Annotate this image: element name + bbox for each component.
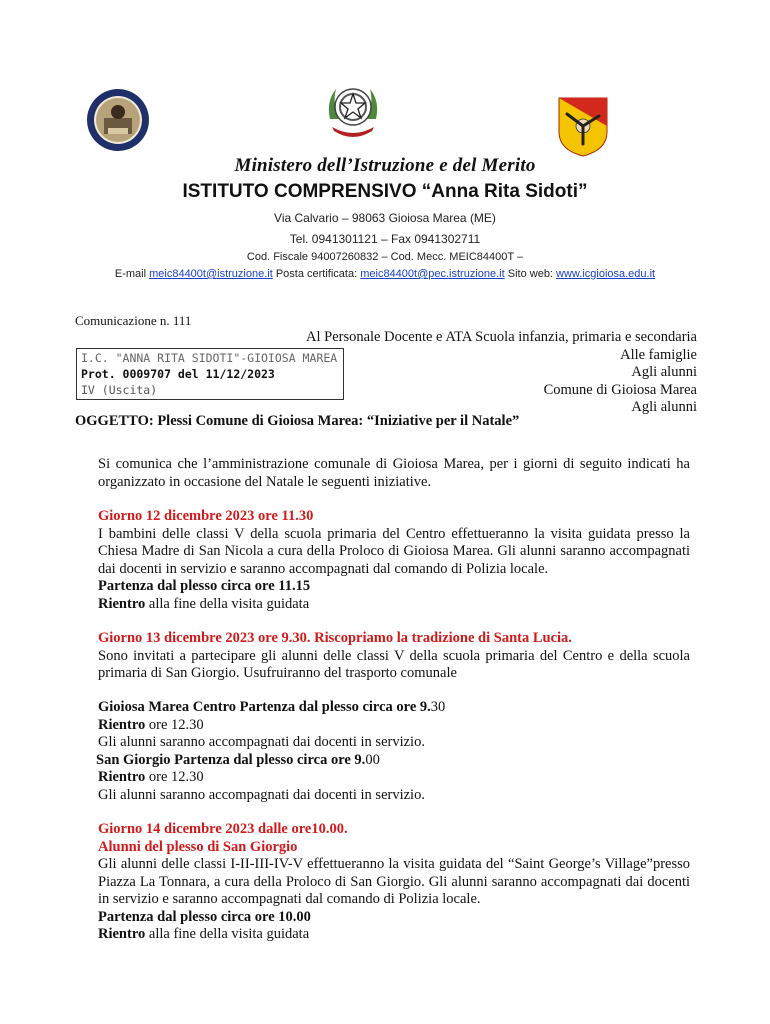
recipient: Alle famiglie [620, 346, 697, 363]
school-address: Via Calvario – 98063 Gioiosa Marea (ME) [274, 211, 496, 225]
sangiorgio-return-text: ore 12.30 [145, 769, 204, 785]
stamp-protocol: Prot. 0009707 del 11/12/2023 [81, 367, 275, 381]
school-codes: Cod. Fiscale 94007260832 – Cod. Mecc. MEIC84400T – [246, 251, 524, 263]
school-name: ISTITUTO COMPRENSIVO “Anna Rita Sidoti” [182, 181, 588, 202]
pec-link[interactable]: meic84400t@pec.istruzione.it [360, 268, 505, 280]
stamp-direction: IV (Uscita) [81, 383, 158, 397]
website-link[interactable]: www.icgioiosa.edu.it [556, 268, 656, 280]
day1-departure: Partenza dal plesso circa ore 11.15 [98, 578, 311, 594]
sicily-region-emblem [557, 96, 609, 158]
centro-departure: Gioiosa Marea Centro Partenza dal plesso circa ore 9. [98, 699, 431, 715]
school-contacts [0, 268, 770, 280]
centro-return-text: ore 12.30 [145, 716, 204, 733]
day2-schedule [98, 699, 690, 804]
intro-paragraph: Si comunica che l’amministrazione comunale di Gioiosa Marea, per i giorni di seguito indicati ha organizzato in occasione del Natale le seguenti iniziative. [98, 456, 690, 490]
recipient: Agli alunni [631, 399, 697, 415]
day2-section [98, 630, 690, 683]
email-label: E-mail [114, 268, 150, 280]
day1-return-label: Rientro [98, 595, 146, 612]
day3-departure: Partenza dal plesso circa ore 10.00 [98, 908, 311, 925]
recipient: Comune di Gioiosa Marea [543, 381, 697, 398]
school-phone: Tel. 0941301121 – Fax 0941302711 [289, 232, 481, 246]
day1-section [98, 508, 690, 613]
day3-return-label: Rientro [98, 926, 146, 942]
day3-section [98, 821, 690, 944]
day3-text: Gli alunni delle classi I-II-III-IV-V effettueranno la visita guidata del “Saint George’s Village”presso Piazza La Tonnara, a cura della Proloco di San Giorgio. Gli alunni saranno accompagnati dai docenti in servizio e saranno accompagnati dal comando di Polizia locale. [98, 856, 690, 907]
subject-line: OGGETTO: Plessi Comune di Gioiosa Marea: “Iniziative per il Natale” [75, 413, 520, 429]
sangiorgio-departure: San Giorgio Partenza dal plesso circa ore 9. [96, 751, 366, 768]
pec-label: Posta certificata: [272, 268, 361, 280]
centro-return-label: Rientro [98, 716, 146, 733]
italian-republic-emblem [318, 75, 388, 145]
recipients [306, 329, 697, 417]
web-label: Sito web: [504, 268, 557, 280]
day3-return-text: alla fine della visita guidata [145, 926, 310, 942]
centro-accompany: Gli alunni saranno accompagnati dai docenti in servizio. [98, 734, 425, 750]
recipient: Agli alunni [631, 364, 697, 380]
school-logo [86, 88, 150, 152]
day3-title: Giorno 14 dicembre 2023 dalle ore10.00. [98, 821, 348, 837]
day3-subtitle: Alunni del plesso di San Giorgio [98, 838, 298, 855]
sangiorgio-accompany: Gli alunni saranno accompagnati dai docenti in servizio. [98, 786, 425, 803]
sangiorgio-departure-tail: 00 [365, 751, 380, 768]
stamp-institute: I.C. "ANNA RITA SIDOTI"-GIOIOSA MAREA [81, 351, 338, 365]
day2-text: Sono invitati a partecipare gli alunni delle classi V della scuola primaria del Centro e della scuola primaria di San Giorgio. Usufruiranno del trasporto comunale [98, 647, 690, 681]
day1-title: Giorno 12 dicembre 2023 ore 11.30 [98, 508, 314, 524]
day1-text: I bambini delle classi V della scuola primaria del Centro effettueranno la visita guidata presso la Chiesa Madre di San Nicola a cura della Proloco di Gioiosa Marea. Gli alunni saranno accompagnati dai docenti in servizio e saranno accompagnati dal comando di Polizia locale. [98, 525, 690, 577]
day2-title: Giorno 13 dicembre 2023 ore 9.30. Riscopriamo la tradizione di Santa Lucia. [98, 630, 572, 646]
day1-return-text: alla fine della visita guidata [145, 595, 310, 612]
email-link[interactable]: meic84400t@istruzione.it [149, 268, 273, 280]
centro-departure-tail: 30 [430, 699, 446, 715]
recipient: Al Personale Docente e ATA Scuola infanzia, primaria e secondaria [306, 329, 697, 345]
sangiorgio-return-label: Rientro [98, 769, 146, 785]
communication-number: Comunicazione n. 111 [75, 313, 192, 328]
ministry-title: Ministero dell’Istruzione e del Merito [234, 155, 536, 176]
protocol-stamp [76, 348, 344, 400]
